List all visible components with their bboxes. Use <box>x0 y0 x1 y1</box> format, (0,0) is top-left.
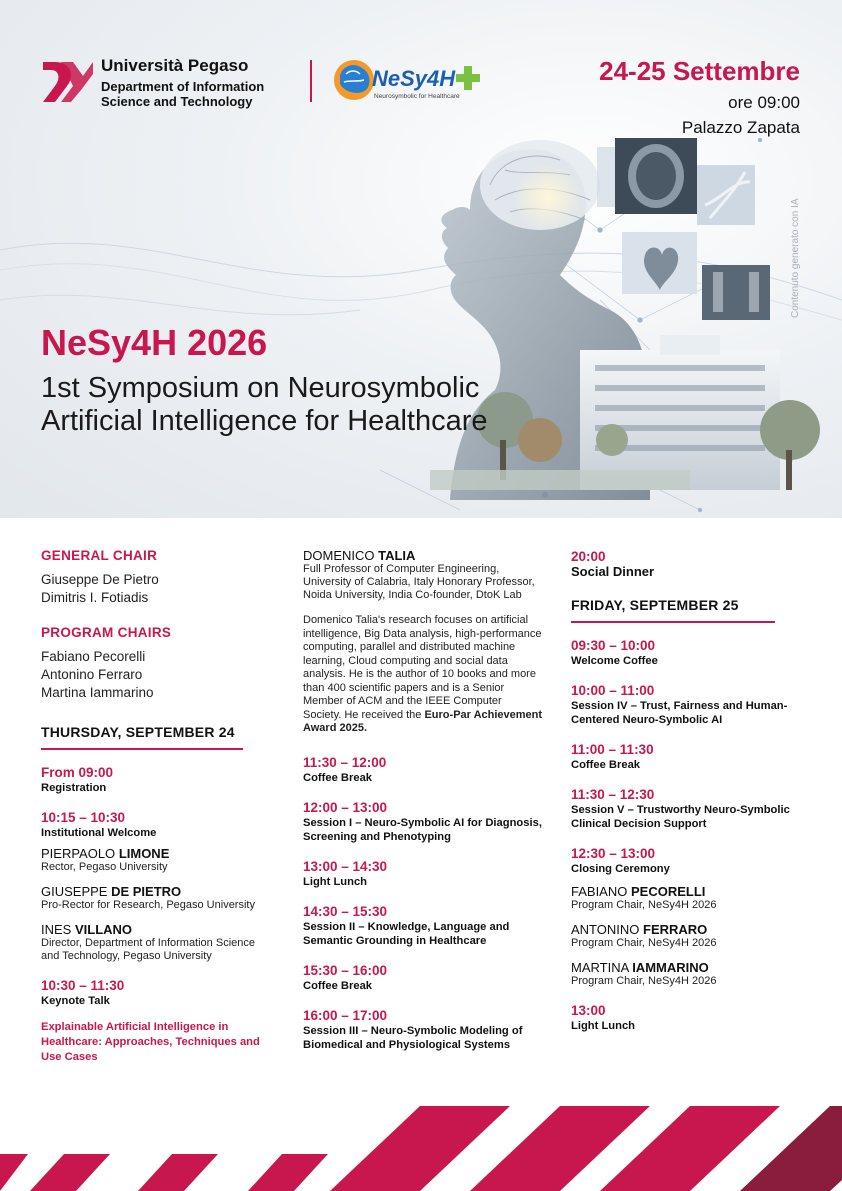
stripe <box>248 1154 328 1191</box>
program-chair-name: Antonino Ferraro <box>41 667 143 682</box>
schedule-item <box>571 682 801 727</box>
keynote-title: Explainable Artificial Intelligence in Healthcare: Approaches, Techniques and Use Cases <box>41 1021 260 1063</box>
speaker-name: FABIANO PECORELLI <box>571 884 706 899</box>
keynote-speaker-bio: Domenico Talia's research focuses on artificial intelligence, Big Data analysis, high-performance computing, parallel and distributed machine learning, Cloud computing and social data analysis. He is the author of 10 books and more than 400 scientific papers and is a Senior Member of ACM and the IEEE Computer Society. He received the Euro-Par Achievement Award 2025. <box>303 614 543 734</box>
schedule-time: 11:30 – 12:30 <box>571 787 655 802</box>
speaker <box>571 960 801 988</box>
stripe <box>138 1154 218 1191</box>
schedule-desc: Institutional Welcome <box>41 827 157 839</box>
schedule-time: 10:15 – 10:30 <box>41 810 126 825</box>
speaker-name: ANTONINO FERRARO <box>571 922 708 937</box>
program-chair-name: Martina Iammarino <box>41 685 154 700</box>
hero-banner <box>0 0 842 518</box>
schedule-desc: Welcome Coffee <box>571 655 658 667</box>
speaker-role: Program Chair, NeSy4H 2026 <box>571 899 717 911</box>
general-chair-name: Giuseppe De Pietro <box>41 572 159 587</box>
schedule-item <box>303 903 543 948</box>
schedule-desc: Registration <box>41 782 107 794</box>
schedule-item <box>303 1007 543 1052</box>
speaker <box>41 884 271 912</box>
schedule-item <box>303 799 543 844</box>
ai-generated-note: Contenuto generato con IA <box>790 198 801 318</box>
schedule-desc: Social Dinner <box>571 564 655 579</box>
schedule-desc: Session I – Neuro-Symbolic AI for Diagnosis, Screening and Phenotyping <box>303 816 542 843</box>
schedule-desc: Keynote Talk <box>41 995 110 1007</box>
schedule-desc: Coffee Break <box>303 979 373 992</box>
column-middle <box>303 548 543 1066</box>
schedule-item <box>571 637 801 668</box>
schedule-desc: Light Lunch <box>571 1020 636 1032</box>
schedule-item <box>303 754 543 785</box>
schedule-time: 13:00 – 14:30 <box>303 858 388 874</box>
speaker <box>41 922 271 963</box>
thursday-title: THURSDAY, SEPTEMBER 24 <box>41 724 243 750</box>
stripe <box>330 1106 510 1191</box>
speaker <box>571 884 801 912</box>
schedule-time: 10:30 – 11:30 <box>41 978 125 993</box>
schedule-time: 11:30 – 12:00 <box>303 754 387 770</box>
friday-title: FRIDAY, SEPTEMBER 25 <box>571 597 775 623</box>
event-time: ore 09:00 <box>728 93 800 112</box>
stripe <box>0 1154 28 1191</box>
schedule-item <box>41 977 271 1008</box>
general-chair-title: GENERAL CHAIR <box>41 548 158 563</box>
speaker-role: Director, Department of Information Science and Technology, Pegaso University <box>41 937 255 962</box>
program-chairs-title: PROGRAM CHAIRS <box>41 625 172 640</box>
logo-divider <box>310 60 312 102</box>
speaker-role: Program Chair, NeSy4H 2026 <box>571 937 717 949</box>
schedule-item <box>571 741 801 772</box>
schedule-item <box>303 858 543 889</box>
schedule-desc: Session II – Knowledge, Language and Semantic Grounding in Healthcare <box>303 920 510 947</box>
department-name: Department of Information Science and Technology <box>101 79 265 109</box>
event-subtitle: 1st Symposium on Neurosymbolic Artificial Intelligence for Healthcare <box>41 372 488 437</box>
schedule-time: 16:00 – 17:00 <box>303 1007 388 1023</box>
schedule-desc: Light Lunch <box>303 875 368 888</box>
schedule-time: 12:00 – 13:00 <box>303 799 388 815</box>
schedule-desc: Session V – Trustworthy Neuro-Symbolic Clinical Decision Support <box>571 804 790 830</box>
keynote-speaker-name: DOMENICO TALIA <box>303 548 416 563</box>
speaker-role: Pro-Rector for Research, Pegaso University <box>41 899 255 911</box>
keynote-speaker-affiliation: Full Professor of Computer Engineering, University of Calabria, Italy Honorary Professor, Noida University, India Co-founder, DtoK Lab <box>303 563 535 601</box>
schedule-item <box>571 845 801 876</box>
schedule-desc: Coffee Break <box>303 771 373 784</box>
event-venue: Palazzo Zapata <box>681 118 800 137</box>
speaker <box>41 846 271 874</box>
schedule-desc: Coffee Break <box>571 759 641 771</box>
schedule-item <box>571 548 801 579</box>
schedule-time: 11:00 – 11:30 <box>571 742 654 757</box>
event-title: NeSy4H 2026 <box>41 322 268 363</box>
stripe <box>30 1154 110 1191</box>
schedule-item <box>303 962 543 993</box>
schedule-time: 13:00 <box>571 1003 606 1018</box>
speaker-name: INES VILLANO <box>41 922 133 937</box>
speaker-name: PIERPAOLO LIMONE <box>41 846 170 861</box>
column-left <box>41 548 271 1065</box>
schedule-item <box>571 1002 801 1033</box>
schedule-desc: Closing Ceremony <box>571 863 670 875</box>
schedule-time: 15:30 – 16:00 <box>303 962 388 978</box>
schedule-item <box>571 786 801 831</box>
event-date: 24-25 Settembre <box>599 56 800 86</box>
schedule-time: 12:30 – 13:00 <box>571 846 656 861</box>
schedule-item <box>41 764 271 795</box>
speaker-role: Rector, Pegaso University <box>41 861 168 873</box>
schedule-time: 10:00 – 11:00 <box>571 683 655 698</box>
speaker-name: GIUSEPPE DE PIETRO <box>41 884 182 899</box>
column-right <box>571 548 801 1047</box>
speaker <box>571 922 801 950</box>
nesy4h-logo-text: NeSy4H <box>372 66 456 91</box>
schedule-desc: Session IV – Trust, Fairness and Human-Centered Neuro-Symbolic AI <box>571 700 788 726</box>
decorative-stripes <box>0 1096 842 1191</box>
nesy4h-tagline: Neurosymbolic for Healthcare <box>374 93 460 100</box>
schedule-time: 14:30 – 15:30 <box>303 903 388 919</box>
schedule-time: From 09:00 <box>41 765 114 780</box>
schedule-time: 09:30 – 10:00 <box>571 638 656 653</box>
general-chair-name: Dimitris I. Fotiadis <box>41 590 149 605</box>
nesy4h-logo <box>332 58 492 106</box>
speaker-role: Program Chair, NeSy4H 2026 <box>571 975 717 987</box>
schedule-desc: Session III – Neuro-Symbolic Modeling of Biomedical and Physiological Systems <box>303 1024 523 1051</box>
pegaso-logo-icon <box>41 56 93 108</box>
speaker-name: MARTINA IAMMARINO <box>571 960 709 975</box>
university-name: Università Pegaso <box>101 56 249 75</box>
program-chair-name: Fabiano Pecorelli <box>41 649 146 664</box>
schedule-time: 20:00 <box>571 549 606 564</box>
schedule-item <box>41 809 271 840</box>
